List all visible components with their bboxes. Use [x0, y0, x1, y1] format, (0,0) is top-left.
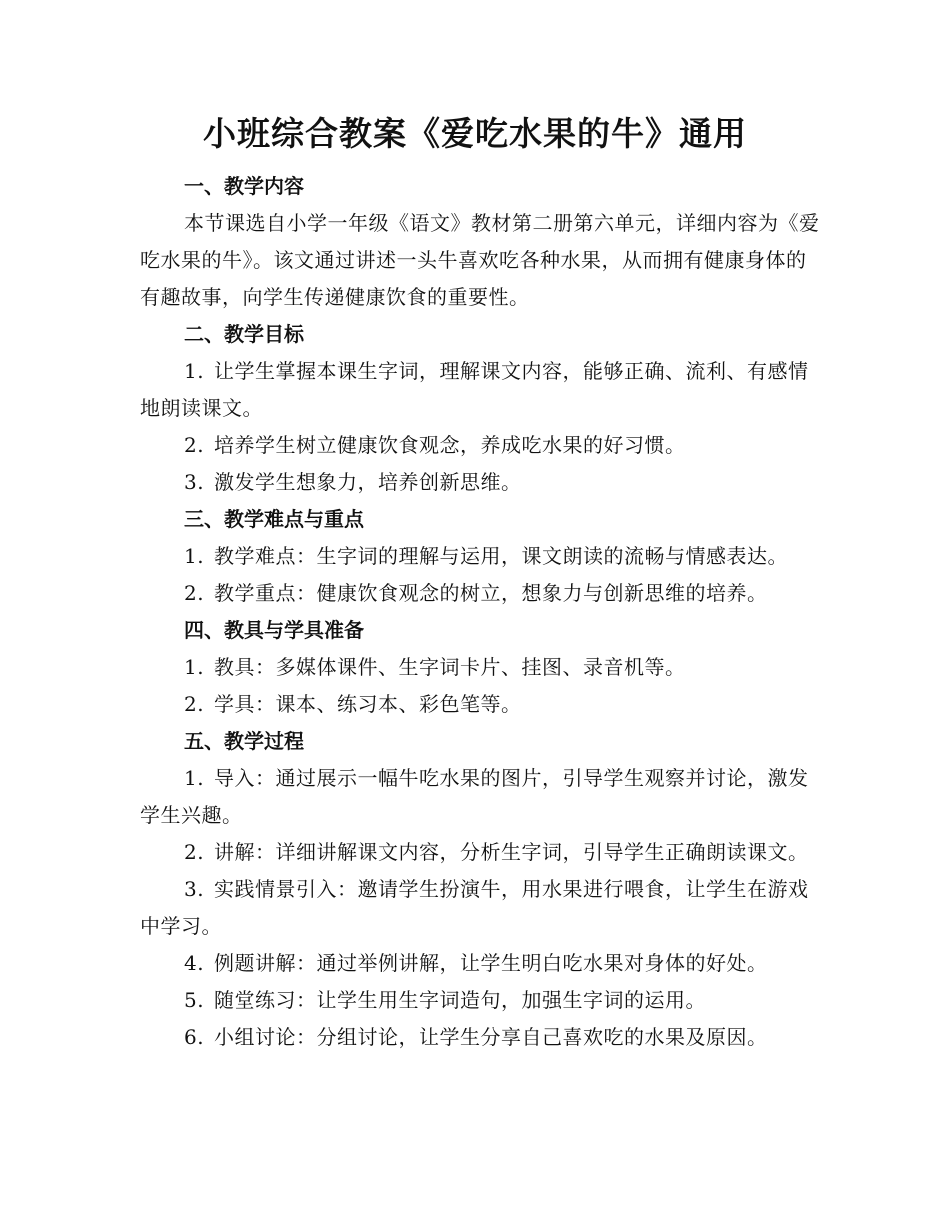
list-item-text: 例题讲解：通过举例讲解，让学生明白吃水果对身体的好处。 [214, 951, 768, 975]
list-item [140, 353, 820, 427]
list-item-text: 教学重点：健康饮食观念的树立，想象力与创新思维的培养。 [214, 581, 768, 605]
list-item-text: 实践情景引入：邀请学生扮演牛，用水果进行喂食，让学生在游戏中学习。 [140, 877, 809, 938]
list-item-number: 6. [184, 1025, 205, 1049]
list-item [140, 427, 820, 464]
list-item-text: 讲解：详细讲解课文内容，分析生字词，引导学生正确朗读课文。 [214, 840, 809, 864]
list-item-number: 3. [184, 470, 205, 494]
list-item-text: 教具：多媒体课件、生字词卡片、挂图、录音机等。 [214, 655, 686, 679]
section-heading-materials: 四、教具与学具准备 [184, 618, 364, 642]
document-body [140, 168, 820, 1056]
list-item-text: 教学难点：生字词的理解与运用，课文朗读的流畅与情感表达。 [214, 544, 788, 568]
list-item [140, 871, 820, 945]
section-heading-content: 一、教学内容 [184, 174, 304, 198]
list-item-number: 4. [184, 951, 205, 975]
list-item-text: 随堂练习：让学生用生字词造句，加强生字词的运用。 [214, 988, 706, 1012]
section-heading-goals: 二、教学目标 [184, 322, 304, 346]
list-item [140, 760, 820, 834]
list-item-text: 导入：通过展示一幅牛吃水果的图片，引导学生观察并讨论，激发学生兴趣。 [140, 766, 809, 827]
list-item-number: 1. [184, 655, 205, 679]
list-item [140, 649, 820, 686]
list-item-number: 5. [184, 988, 205, 1012]
list-item-number: 2. [184, 840, 205, 864]
section-heading-process: 五、教学过程 [184, 729, 304, 753]
list-item-number: 1. [184, 766, 205, 790]
list-item-text: 培养学生树立健康饮食观念，养成吃水果的好习惯。 [214, 433, 686, 457]
list-item [140, 464, 820, 501]
section-heading-key-points: 三、教学难点与重点 [184, 507, 364, 531]
list-item-number: 2. [184, 433, 205, 457]
list-item [140, 1019, 820, 1056]
list-item [140, 538, 820, 575]
list-item-number: 1. [184, 359, 205, 383]
list-item-text: 让学生掌握本课生字词，理解课文内容，能够正确、流利、有感情地朗读课文。 [140, 359, 809, 420]
list-item-text: 小组讨论：分组讨论，让学生分享自己喜欢吃的水果及原因。 [214, 1025, 768, 1049]
list-item-text: 学具：课本、练习本、彩色笔等。 [214, 692, 522, 716]
list-item-number: 2. [184, 581, 205, 605]
list-item [140, 982, 820, 1019]
list-item-number: 2. [184, 692, 205, 716]
list-item [140, 945, 820, 982]
list-item [140, 686, 820, 723]
section-paragraph-content: 本节课选自小学一年级《语文》教材第二册第六单元，详细内容为《爱吃水果的牛》。该文通过讲述一头牛喜欢吃各种水果，从而拥有健康身体的有趣故事，向学生传递健康饮食的重要性。 [140, 211, 820, 309]
list-item [140, 575, 820, 612]
document-title: 小班综合教案《爱吃水果的牛》通用 [203, 114, 747, 153]
list-item-number: 1. [184, 544, 205, 568]
list-item-text: 激发学生想象力，培养创新思维。 [214, 470, 522, 494]
list-item [140, 834, 820, 871]
list-item-number: 3. [184, 877, 205, 901]
